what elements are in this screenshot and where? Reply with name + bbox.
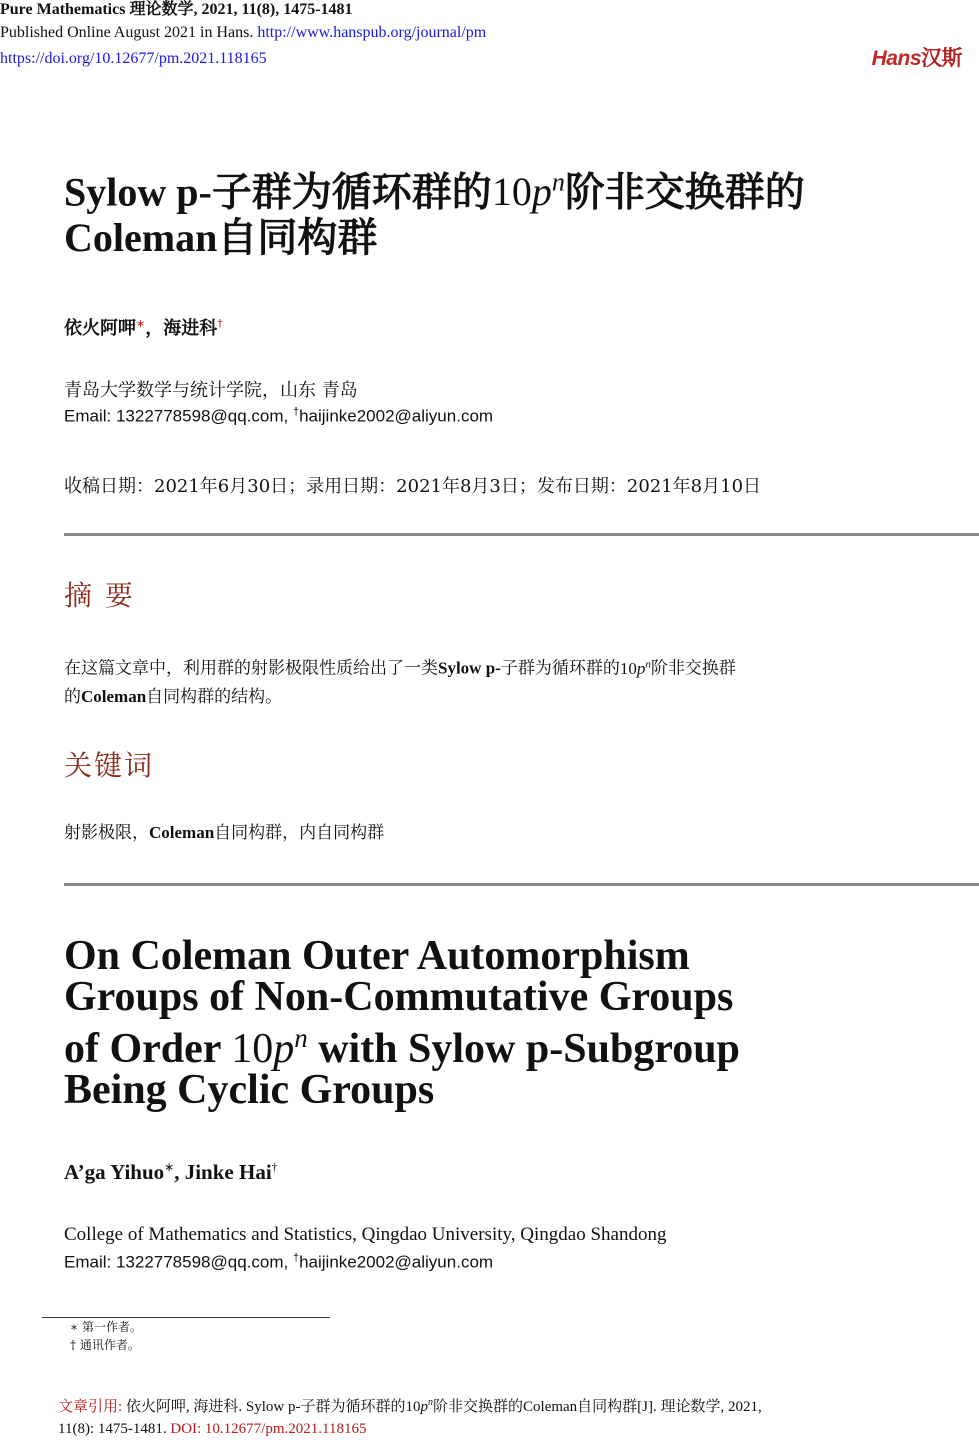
abstract-text: 在这篇文章中，利用群的射影极限性质给出了一类Sylow p-子群为循环群的$10p^n$阶非交换群 的Coleman自同构群的结构。: [64, 658, 736, 707]
author-2-cn: 海进科: [163, 318, 218, 339]
affiliation-en: College of Mathematics and Statistics, Qingdao University, Qingdao Shandong Email: 1322778598@qq.com, †haijinke2002@aliyun.com: [64, 1224, 667, 1272]
email-line: Email: 1322778598@qq.com, †haijinke2002@aliyun.com: [64, 406, 494, 426]
logo-cn: 汉斯: [921, 47, 962, 70]
author-1-cn: 依火阿呷: [64, 318, 136, 339]
logo-latin: Hans: [871, 47, 921, 70]
first-author-mark: ∗: [136, 317, 146, 330]
published-text: Published Online August 2021 in Hans.: [0, 24, 254, 41]
abstract-heading: 摘 要: [64, 579, 135, 612]
email-line-en: Email: 1322778598@qq.com, †haijinke2002@aliyun.com: [64, 1252, 494, 1272]
author-1-en: A’ga Yihuo: [64, 1160, 165, 1184]
citation-block: 文章引用: 依火阿呷, 海进科. Sylow p-子群为循环群的$10p^n$阶非交换群的Coleman自同构群[J]. 理论数学, 2021, 11(8): 1475-1481. DOI: 10.12677/pm.2021.118165: [58, 1397, 762, 1437]
hans-logo: [872, 42, 962, 72]
corresponding-author-mark: †: [217, 317, 223, 330]
keywords-text: 射影极限，Coleman自同构群，内自同构群: [64, 823, 385, 843]
dates-line: 收稿日期：2021年6月30日；录用日期：2021年8月3日；发布日期：2021年8月10日: [64, 476, 762, 497]
keywords-heading: 关键词: [64, 749, 155, 782]
footnote-corresponding: † 通讯作者。: [70, 1338, 140, 1352]
author-2-en: Jinke Hai: [184, 1160, 272, 1184]
divider: [64, 883, 979, 886]
doi-url-link[interactable]: https://doi.org/10.12677/pm.2021.118165: [0, 50, 267, 67]
journal-url-link[interactable]: http://www.hanspub.org/journal/pm: [257, 24, 487, 41]
authors-en: A’ga Yihuo∗, Jinke Hai†: [64, 1160, 278, 1184]
title-cn: Sylow p-子群为循环群的$10p^n$阶非交换群的 Coleman自同构群: [64, 168, 805, 261]
footnote-first-author: ∗ 第一作者。: [70, 1320, 142, 1334]
affiliation-cn: 青岛大学数学与统计学院，山东 青岛 Email: 1322778598@qq.com, †haijinke2002@aliyun.com: [64, 380, 494, 426]
doi-link[interactable]: DOI: 10.12677/pm.2021.118165: [170, 1421, 367, 1437]
citation-label: 文章引用:: [58, 1399, 123, 1415]
authors-cn: 依火阿呷∗，海进科†: [64, 317, 223, 339]
divider: [64, 533, 979, 536]
journal-line: [0, 0, 353, 20]
title-en: On Coleman Outer Automorphism Groups of Non-Commutative Groups of Order $10p^n$ with Sylow p-Subgroup Being Cyclic Groups: [64, 933, 740, 1113]
journal-name: Pure Mathematics 理论数学, 2021, 11(8), 1475-1481: [0, 1, 353, 18]
published-line: [0, 23, 486, 43]
